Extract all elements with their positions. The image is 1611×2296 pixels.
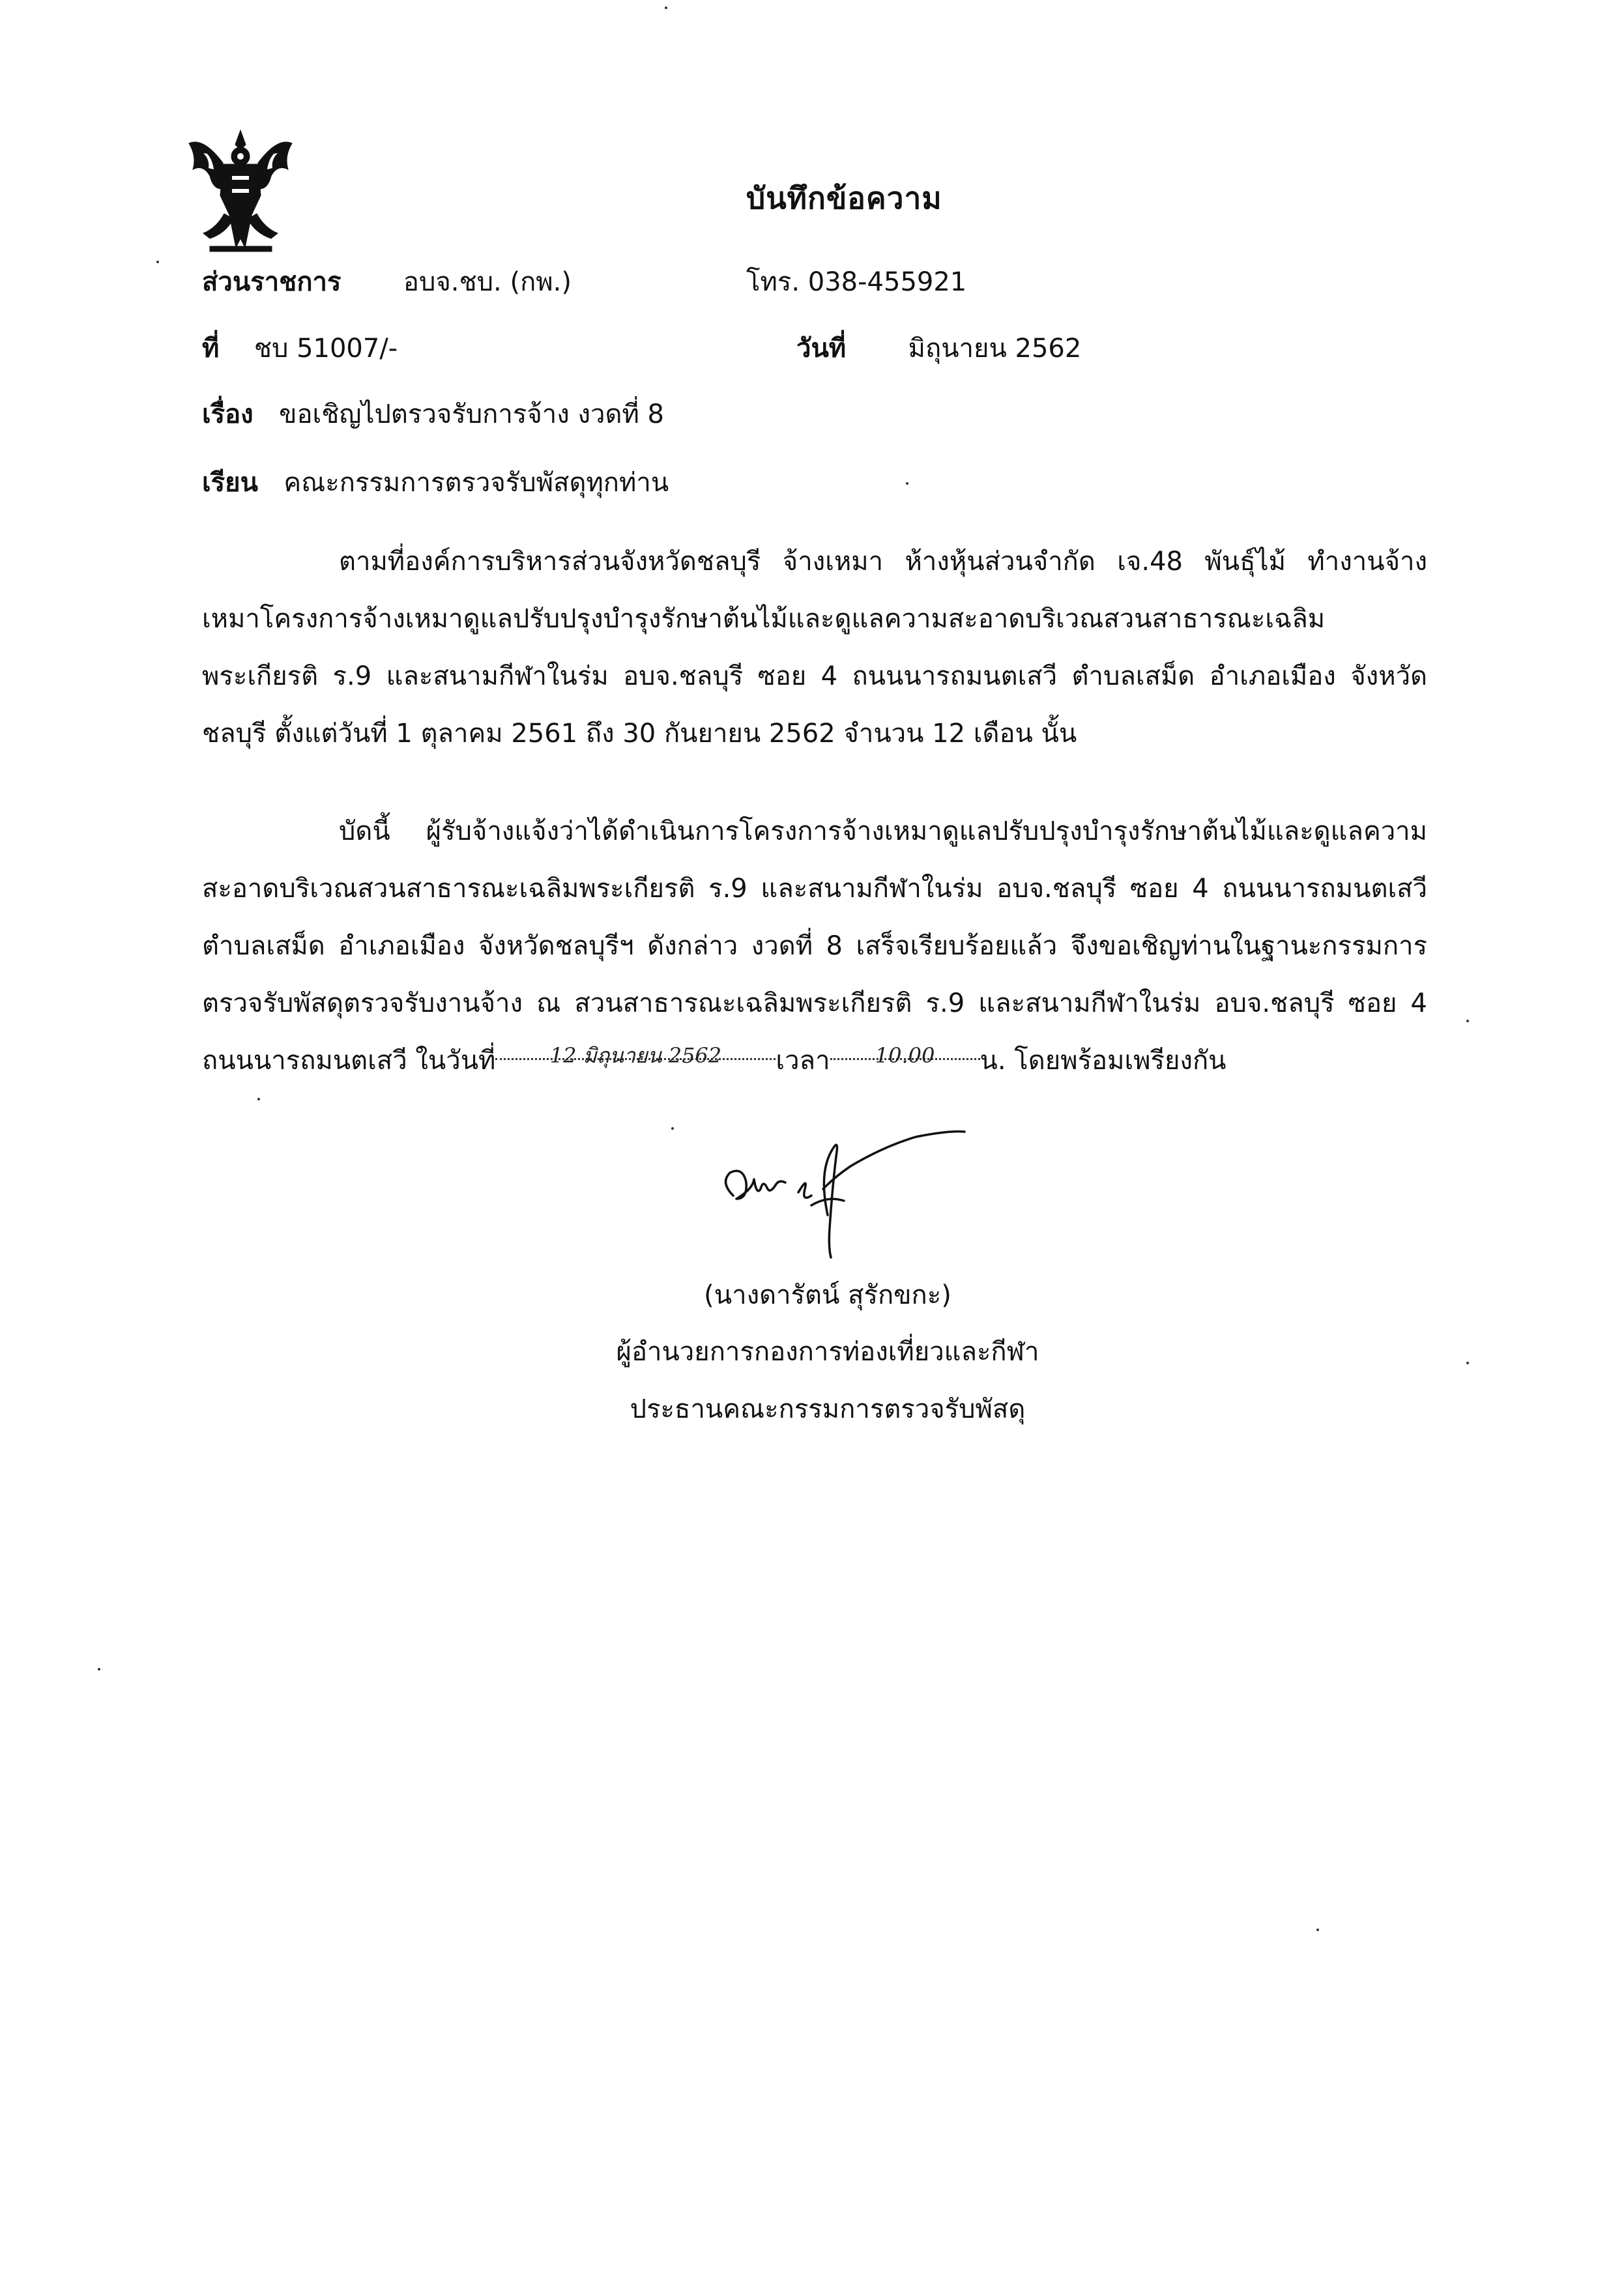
paragraph-line: บัดนี้ ผู้รับจ้างแจ้งว่าได้ดำเนินการโครงการจ้างเหมาดูแลปรับปรุงบำรุงรักษาต้นไม้และดูแลความ [339,816,1427,846]
recipient-value: คณะกรรมการตรวจรับพัสดุทุกท่าน [283,468,669,498]
date-value: มิถุนายน 2562 [908,334,1082,364]
scan-speck [1466,1362,1469,1364]
paragraph-line: ชลบุรี ตั้งแต่วันที่ 1 ตุลาคม 2561 ถึง 30 กันยายน 2562 จำนวน 12 เดือน นั้น [202,719,1077,749]
paragraph-line: ตรวจรับพัสดุตรวจรับงานจ้าง ณ สวนสาธารณะเฉลิมพระเกียรติ ร.9 และสนามกีฬาในร่ม อบจ.ชลบุรี ซอย 4 [202,988,1427,1018]
appointment-prefix: ถนนนารถมนตเสวี ในวันที่ [202,1046,496,1076]
time-fill-field [830,1032,980,1068]
agency-row [202,261,572,302]
reference-label: ที่ [202,334,220,364]
date-fill-field [495,1032,776,1068]
scan-speck [1466,1020,1469,1022]
time-label: เวลา [776,1046,830,1076]
scan-speck [671,1127,674,1130]
scan-speck [98,1668,100,1671]
date-label: วันที่ [796,334,847,364]
scan-speck [156,261,159,263]
garuda-emblem-icon [184,124,298,254]
subject-row [202,393,664,435]
appointment-suffix: น. โดยพร้อมเพรียงกัน [980,1046,1226,1076]
scan-speck [665,7,667,9]
agency-label: ส่วนราชการ [202,267,341,297]
committee-role: ประธานคณะกรรมการตรวจรับพัสดุ [630,1394,1026,1424]
body-paragraph-2 [202,803,1427,1089]
appointment-line [202,1032,1427,1089]
body-paragraph-1 [202,533,1427,762]
reference-row [202,327,398,369]
scan-speck [1316,1929,1319,1931]
paragraph-line: ตามที่องค์การบริหารส่วนจังหวัดชลบุรี จ้างเหมา ห้างหุ้นส่วนจำกัด เจ.48 พันธุ์ไม้ ทำงานจ้าง [339,547,1427,577]
recipient-label: เรียน [202,468,258,498]
scan-speck [906,482,908,485]
scan-speck [257,1098,260,1100]
signatory-position: ผู้อำนวยการกองการท่องเที่ยวและกีฬา [616,1337,1039,1367]
phone-number: โทร. 038-455921 [746,267,967,297]
paragraph-line: ตำบลเสม็ด อำเภอเมือง จังหวัดชลบุรีฯ ดังกล่าว งวดที่ 8 เสร็จเรียบร้อยแล้ว จึงขอเชิญท่านในฐานะกรรมการ [202,931,1427,961]
subject-value: ขอเชิญไปตรวจรับการจ้าง งวดที่ 8 [279,399,664,429]
reference-value: ชบ 51007/- [254,334,398,364]
paragraph-line: เหมาโครงการจ้างเหมาดูแลปรับปรุงบำรุงรักษาต้นไม้และดูแลความสะอาดบริเวณสวนสาธารณะเฉลิม [202,604,1326,634]
paragraph-line: พระเกียรติ ร.9 และสนามกีฬาในร่ม อบจ.ชลบุรี ซอย 4 ถนนนารถมนตเสวี ตำบลเสม็ด อำเภอเมือง จังหวัด [202,661,1427,691]
handwritten-time: 10.00 [875,1043,935,1068]
date-row [796,327,1081,369]
recipient-row [202,461,669,503]
memo-title: บันทึกข้อความ [746,180,942,216]
handwritten-signature [714,1117,987,1267]
agency-value: อบจ.ชบ. (กพ.) [403,267,572,297]
handwritten-date: 12 มิถุนายน 2562 [549,1043,722,1068]
subject-label: เรื่อง [202,399,254,429]
signatory-name: (นางดารัตน์ สุรักขกะ) [704,1280,951,1310]
paragraph-line: สะอาดบริเวณสวนสาธารณะเฉลิมพระเกียรติ ร.9 และสนามกีฬาในร่ม อบจ.ชลบุรี ซอย 4 ถนนนารถมนตเสวี [202,874,1427,904]
